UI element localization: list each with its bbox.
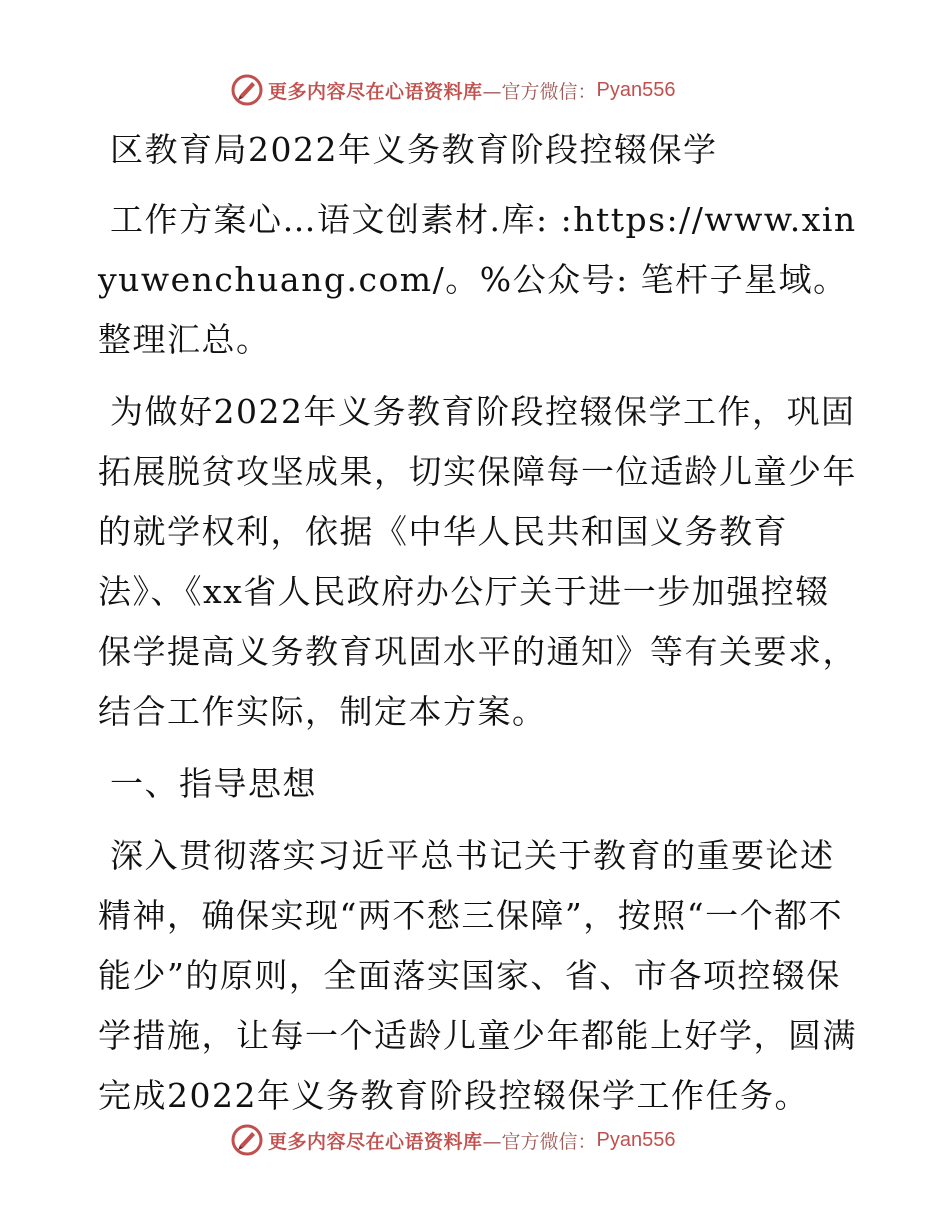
section-heading-guiding-thought: 一、指导思想 — [110, 764, 317, 803]
banner-wechat-id: Pyan556 — [596, 78, 676, 101]
section-body-guiding-thought: 深入贯彻落实习近平总书记关于教育的重要论述精神，确保实现“两不愁三保障”，按照“一个都不能少”的原则，全面落实国家、省、市各项控辍保学措施，让每一个适龄儿童少年都能上好学，圆满完成2022年义务教育阶段控辍保学工作任务。 — [98, 836, 857, 1115]
banner-wechat-id: Pyan556 — [596, 1128, 676, 1151]
banner-dash-text: —官方微信： — [482, 80, 597, 103]
document-title: 区教育局2022年义务教育阶段控辍保学 — [110, 130, 718, 169]
banner-site-text: 更多内容尽在心语资料库 — [268, 80, 483, 103]
pen-logo-icon — [230, 1123, 264, 1157]
header-banner — [230, 70, 730, 110]
footer-banner — [230, 1120, 730, 1160]
source-note: 工作方案心…语文创素材.库: :https://www.xinyuwenchuang.com/。%公众号: 笔杆子星域。整理汇总。 — [98, 200, 857, 359]
banner-site-text: 更多内容尽在心语资料库 — [268, 1130, 483, 1153]
pen-logo-icon — [230, 73, 264, 107]
document-body — [98, 120, 858, 1138]
intro-paragraph: 为做好2022年义务教育阶段控辍保学工作，巩固拓展脱贫攻坚成果，切实保障每一位适龄儿童少年的就学权利，依据《中华人民共和国义务教育法》、《xx省人民政府办公厅关于进一步加强控辍保学提高义务教育巩固水平的通知》等有关要求，结合工作实际，制定本方案。 — [98, 392, 857, 731]
banner-dash-text: —官方微信： — [482, 1130, 597, 1153]
